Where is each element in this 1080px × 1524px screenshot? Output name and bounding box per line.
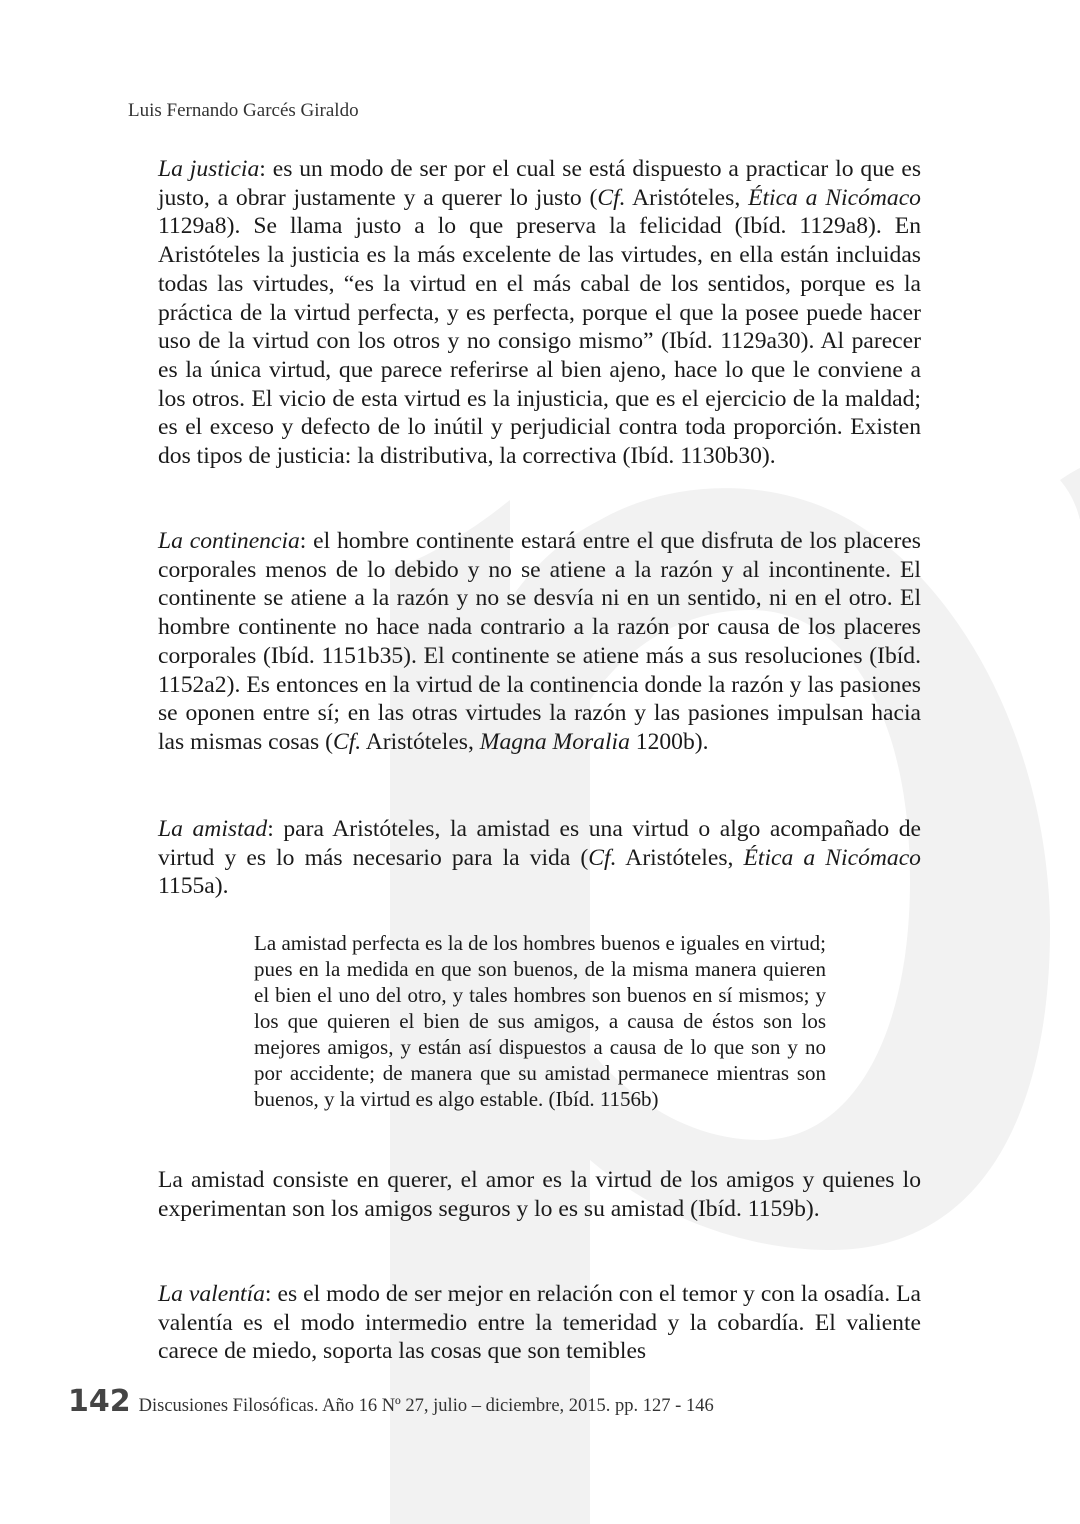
paragraph-amistad-2: La amistad consiste en querer, el amor es la virtud de los amigos y quienes lo experimentan son los amigos seguros y lo es su amistad (Ibíd. 1159b). bbox=[158, 1167, 921, 1222]
page-footer bbox=[68, 1384, 714, 1419]
paragraph-continencia: La continencia: el hombre continente estará entre el que disfruta de los placeres corporales menos de lo debido y no se atiene a la razón y al incontinente. El continente se atiene a la razón y no se desvía ni en un sentido, ni en el otro. El hombre continente no hace nada contrario a la razón por causa de los placeres corporales (Ibíd. 1151b35). El continente se atiene más a sus resoluciones (Ibíd. 1152a2). Es entonces en la virtud de la continencia donde la razón y las pasiones se oponen entre sí; en las otras virtudes la razón y las pasiones impulsan hacia las mismas cosas (Cf. Aristóteles, Magna Moralia 1200b). bbox=[158, 528, 921, 755]
running-head-author: Luis Fernando Garcés Giraldo bbox=[128, 100, 359, 121]
work-title: Magna Moralia bbox=[479, 728, 630, 755]
block-quote: La amistad perfecta es la de los hombres buenos e iguales en virtud; pues en la medida en que son buenos, de la misma manera quieren el bien el uno del otro, y tales hombres son buenos en sí mismos; y los que quieren el bien de sus amigos, a causa de éstos son los mejores amigos, y están así dispuestos a causa de lo que son y no por accidente; de manera que su amistad permanece mientras son buenos, y la virtud es algo estable. (Ibíd. 1156b) bbox=[254, 931, 826, 1111]
term-justicia: La justicia bbox=[158, 156, 260, 182]
term-continencia: La continencia bbox=[158, 528, 300, 554]
paragraph-valentia: La valentía: es el modo de ser mejor en relación con el temor y con la osadía. La valentía es el modo intermedio entre la temeridad y la cobardía. El valiente carece de miedo, soporta las cosas que son temibles bbox=[158, 1281, 921, 1365]
term-valentia: La valentía bbox=[158, 1281, 265, 1307]
journal-citation: Discusiones Filosóficas. Año 16 Nº 27, julio – diciembre, 2015. pp. 127 - 146 bbox=[138, 1396, 714, 1416]
page-number: 142 bbox=[68, 1384, 131, 1419]
paragraph-amistad: La amistad: para Aristóteles, la amistad es una virtud o algo acompañado de virtud y es lo más necesario para la vida (Cf. Aristóteles, Ética a Nicómaco 1155a). bbox=[158, 816, 921, 900]
term-amistad: La amistad bbox=[158, 816, 268, 842]
work-title: Ética a Nicómaco bbox=[743, 844, 921, 871]
paragraph-justicia: La justicia: es un modo de ser por el cual se está dispuesto a practicar lo que es justo, a obrar justamente y a querer lo justo (Cf. Aristóteles, Ética a Nicómaco 1129a8). Se llama justo a lo que preserva la felicidad (Ibíd. 1129a8). En Aristóteles la justicia es la más excelente de las virtudes, en ella están incluidas todas las virtudes, “es la virtud en el más cabal de los sentidos, porque es la práctica de la virtud perfecta, y es perfecta, porque el que la posee puede hacer uso de la virtud con los otros y no consigo mismo” (Ibíd. 1129a30). Al parecer es la única virtud, que parece referirse al bien ajeno, hace lo que le conviene a los otros. El vicio de esta virtud es la injusticia, que es el ejercicio de la maldad; es el exceso y defecto de lo inútil y perjudicial contra toda proporción. Existen dos tipos de justicia: la distributiva, la correctiva (Ibíd. 1130b30). bbox=[158, 156, 921, 470]
work-title: Ética a Nicómaco bbox=[748, 184, 921, 211]
